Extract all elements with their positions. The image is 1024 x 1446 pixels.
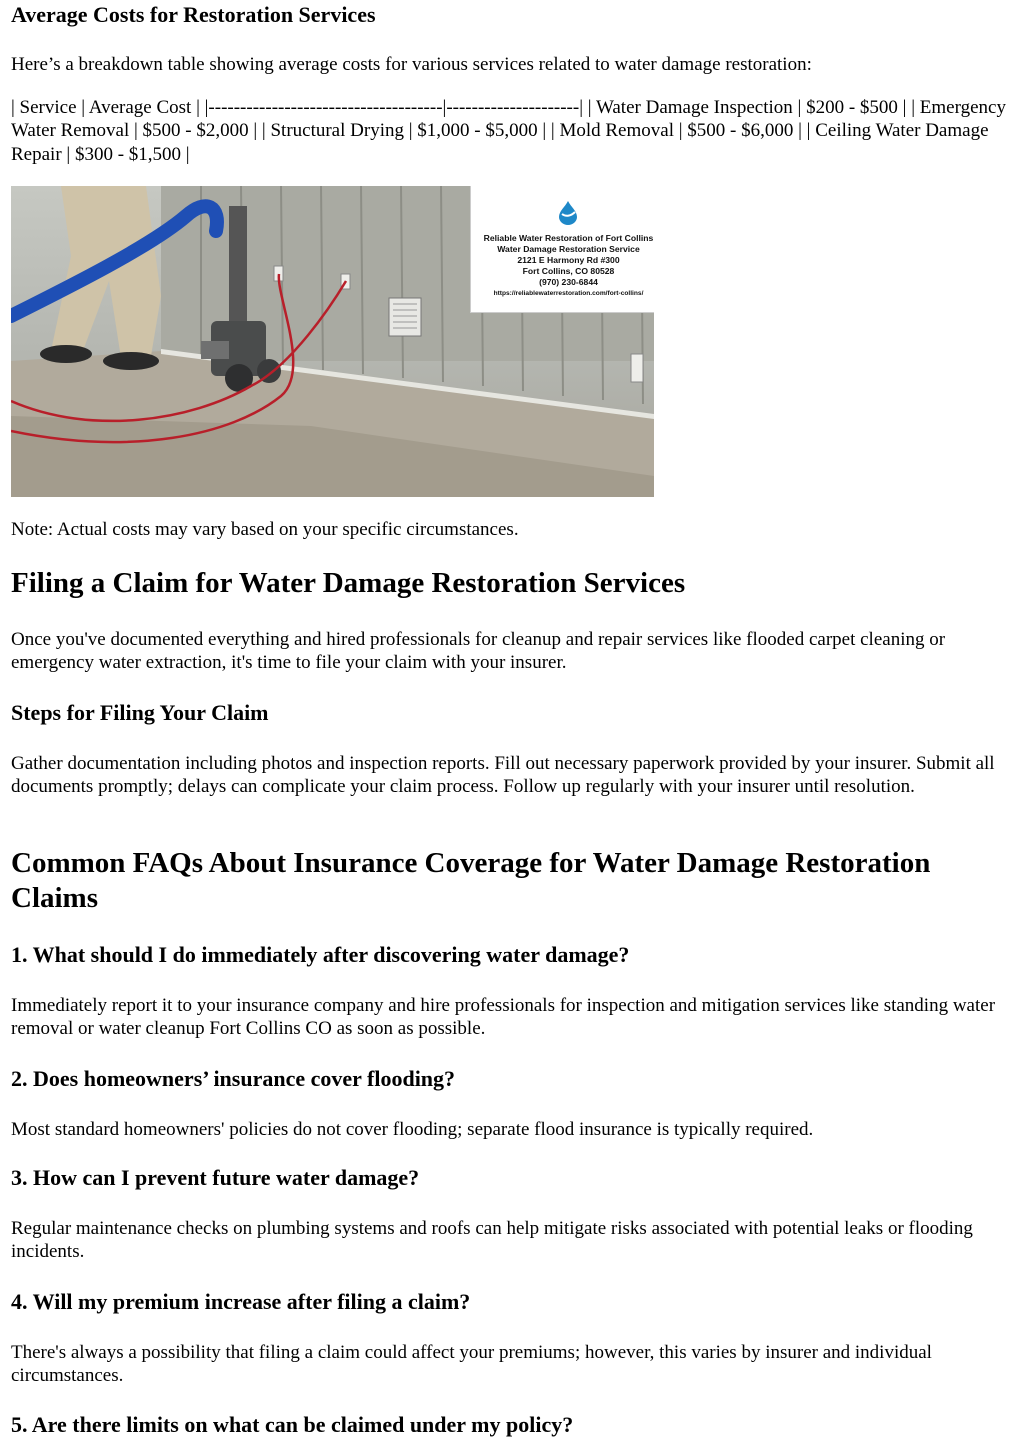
costs-heading: Average Costs for Restoration Services [11, 2, 376, 27]
card-url: https://reliablewaterrestoration.com/fort-collins/ [493, 290, 644, 297]
steps-body: Gather documentation including photos and inspection reports. Fill out necessary paperwork provided by your insurer. Submit all documents promptly; delays can complicate your claim process. Follow up regularly with your insurer until resolution. [11, 753, 995, 798]
steps-heading: Steps for Filing Your Claim [11, 700, 269, 725]
faq-answer: Regular maintenance checks on plumbing systems and roofs can help mitigate risks associated with potential leaks or flooding incidents. [11, 1218, 973, 1263]
faq-question: 4. Will my premium increase after filing a claim? [11, 1289, 471, 1314]
costs-table-text: | Service | Average Cost | |-------------------------------------|---------------------| | Water Damage Inspection | $200 - $500 | | Emergency Water Removal | $500 - $2,000 | | Structural Drying | $1,000 - $5,000 | | Mold Removal | $500 - $6,000 | | Ceiling Water Damage Repair | $300 - $1,500 | [11, 97, 1006, 165]
card-company-name: Reliable Water Restoration of Fort Collins [483, 233, 654, 243]
faq-answer: Immediately report it to your insurance company and hire professionals for inspection and mitigation services like standing water removal or water cleanup Fort Collins CO as soon as possible. [11, 995, 996, 1040]
faq-question: 5. Are there limits on what can be claimed under my policy? [11, 1412, 574, 1437]
card-street: 2121 E Harmony Rd #300 [517, 255, 620, 265]
card-service: Water Damage Restoration Service [497, 244, 640, 254]
faq-answer: Most standard homeowners' policies do not cover flooding; separate flood insurance is typically required. [11, 1119, 814, 1140]
faq-question: 2. Does homeowners’ insurance cover flooding? [11, 1066, 456, 1091]
restoration-photo [11, 186, 654, 497]
card-city: Fort Collins, CO 80528 [522, 266, 615, 276]
cost-note: Note: Actual costs may vary based on your specific circumstances. [11, 519, 519, 540]
faq-question: 3. How can I prevent future water damage? [11, 1165, 420, 1190]
claim-body: Once you've documented everything and hired professionals for cleanup and repair services like flooded carpet cleaning or emergency water extraction, it's time to file your claim with your insurer. [11, 629, 946, 674]
faq-heading: Common FAQs About Insurance Coverage for Water Damage Restoration Claims [11, 847, 931, 914]
card-phone: (970) 230-6844 [539, 277, 598, 287]
faq-answer: There's always a possibility that filing a claim could affect your premiums; however, this varies by insurer and individual circumstances. [11, 1342, 932, 1387]
water-drop-logo-icon [556, 200, 580, 226]
faq-question: 1. What should I do immediately after discovering water damage? [11, 942, 630, 967]
company-info-card [470, 186, 654, 313]
claim-heading: Filing a Claim for Water Damage Restoration Services [11, 567, 686, 599]
costs-intro: Here’s a breakdown table showing average costs for various services related to water damage restoration: [11, 54, 812, 75]
